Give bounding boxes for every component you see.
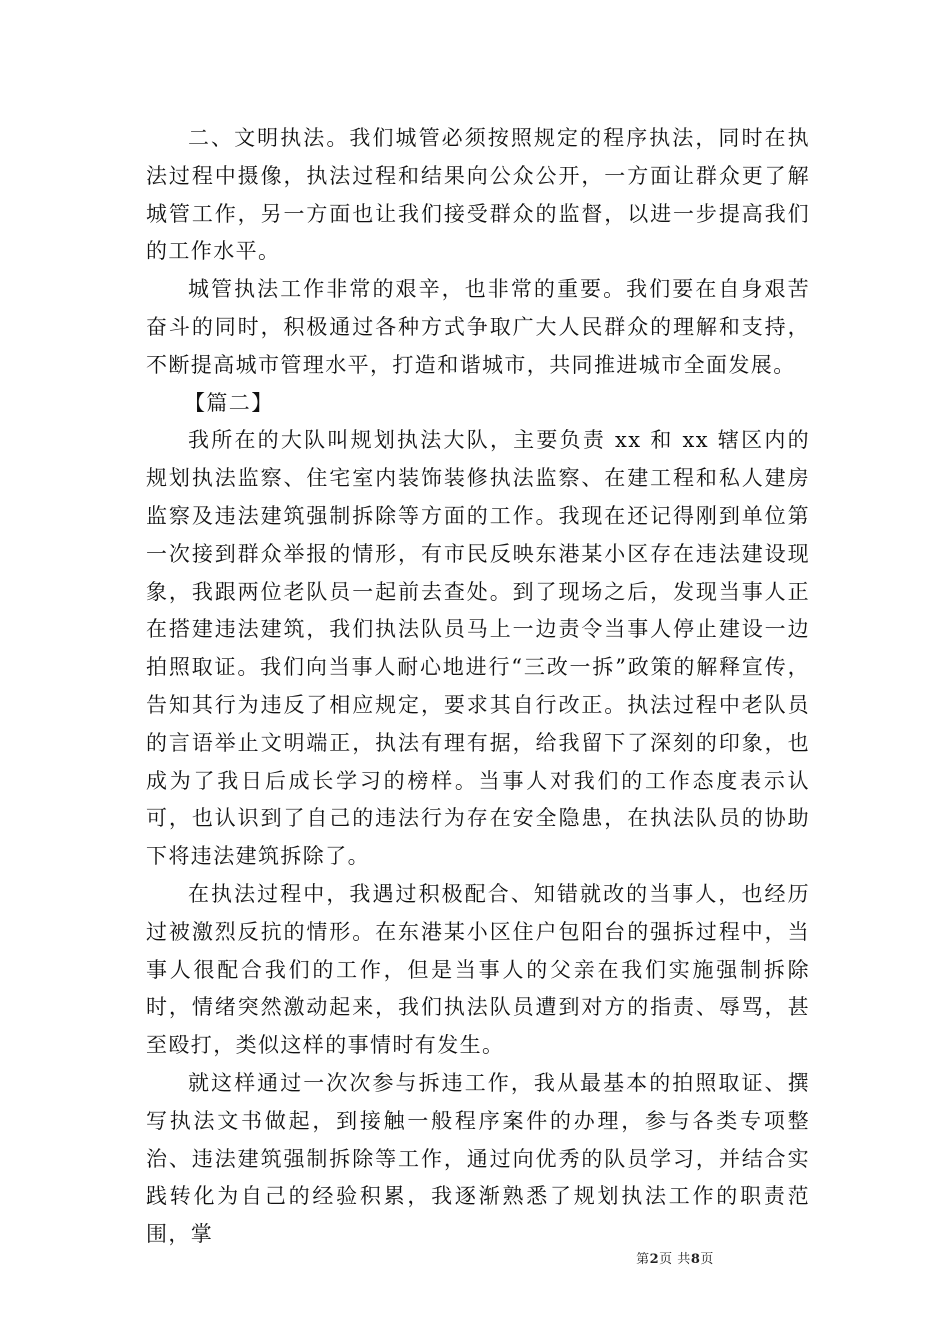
paragraph-enforcement-experience: 在执法过程中，我遇过积极配合、知错就改的当事人，也经历过被激烈反抗的情形。在东港某小区住户包阳台的强拆过程中，当事人很配合我们的工作，但是当事人的父亲在我们实施强制拆除时，情绪突然激动起来，我们执法队员遭到对方的指责、辱骂，甚至殴打，类似这样的事情时有发生。: [146, 881, 810, 1058]
paragraph-enforcement-summary: 城管执法工作非常的艰辛，也非常的重要。我们要在自身艰苦奋斗的同时，积极通过各种方式争取广大人民群众的理解和支持，不断提高城市管理水平，打造和谐城市，共同推进城市全面发展。: [146, 277, 810, 377]
footer-total-pages: 8: [690, 1252, 701, 1267]
page-footer: [0, 1248, 950, 1267]
paragraph-civilized-enforcement: 二、文明执法。我们城管必须按照规定的程序执法，同时在执法过程中摄像，执法过程和结果向公众公开，一方面让群众更了解城管工作，另一方面也让我们接受群众的监督，以进一步提高我们的工作水平。: [146, 126, 810, 264]
section-heading: 【篇二】: [184, 390, 274, 415]
footer-middle: 页 共: [659, 1252, 691, 1267]
footer-suffix: 页: [700, 1252, 714, 1267]
page-body: [146, 120, 810, 1254]
paragraph-growth: 就这样通过一次次参与拆违工作，我从最基本的拍照取证、撰写执法文书做起，到接触一般程序案件的办理，参与各类专项整治、违法建筑强制拆除等工作，通过向优秀的队员学习，并结合实践转化为自己的经验积累，我逐渐熟悉了规划执法工作的职责范围，掌: [146, 1070, 810, 1247]
page-number: [636, 1248, 714, 1267]
footer-current-page: 2: [649, 1252, 660, 1267]
footer-prefix: 第: [636, 1252, 650, 1267]
paragraph-brigade-intro: 我所在的大队叫规划执法大队，主要负责 xx 和 xx 辖区内的规划执法监察、住宅室内装饰装修执法监察、在建工程和私人建房监察及违法建筑强制拆除等方面的工作。我现在还记得刚到单位第一次接到群众举报的情形，有市民反映东港某小区存在违法建设现象，我跟两位老队员一起前去查处。到了现场之后，发现当事人正在搭建违法建筑，我们执法队员马上一边责令当事人停止建设一边拍照取证。我们向当事人耐心地进行“三改一拆”政策的解释宣传，告知其行为违反了相应规定，要求其自行改正。执法过程中老队员的言语举止文明端正，执法有理有据，给我留下了深刻的印象，也成为了我日后成长学习的榜样。当事人对我们的工作态度表示认可，也认识到了自己的违法行为存在安全隐患，在执法队员的协助下将违法建筑拆除了。: [146, 428, 810, 869]
